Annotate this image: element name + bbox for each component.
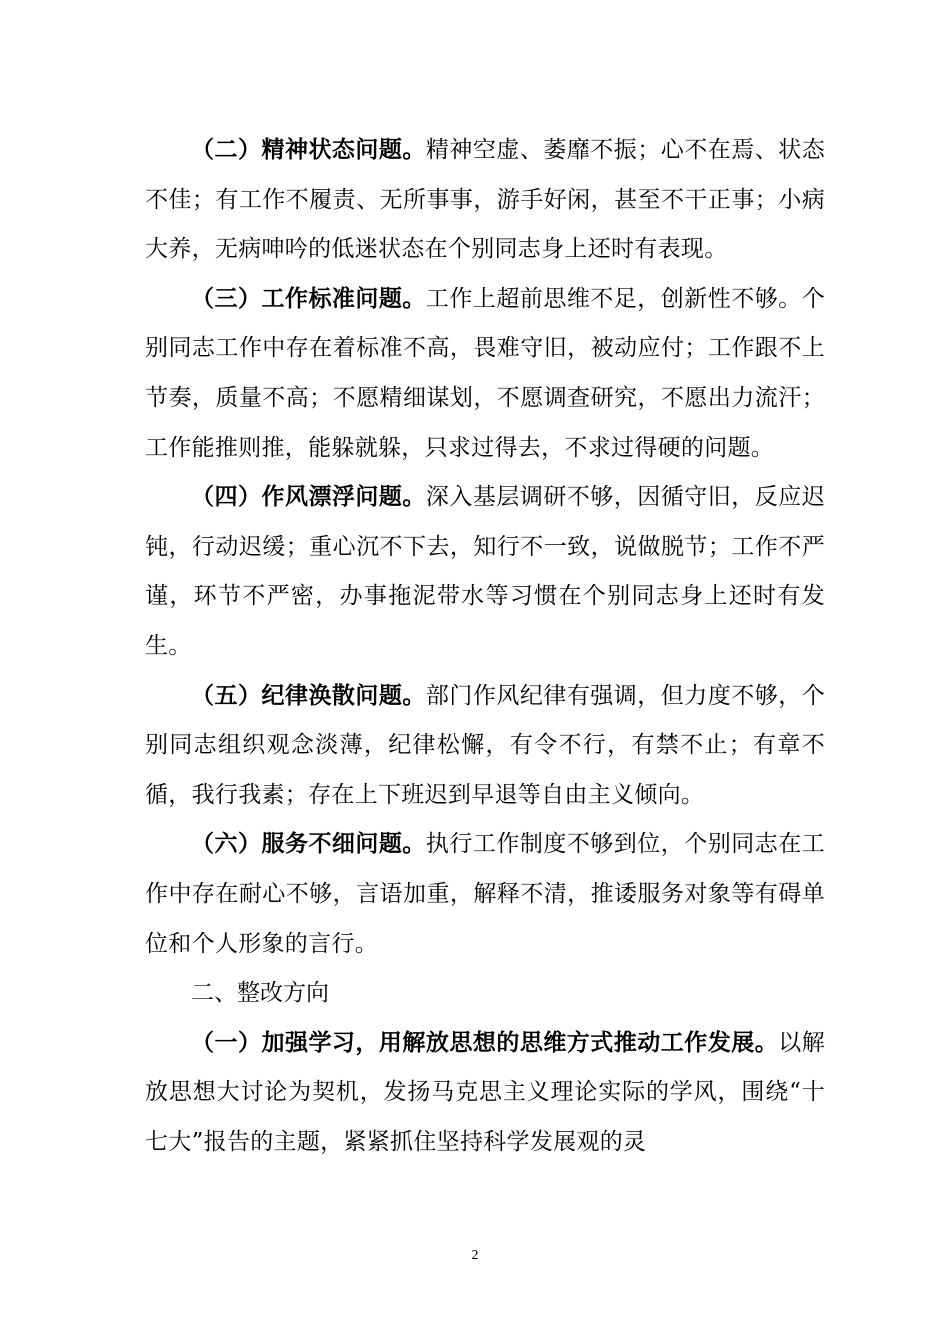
- page-number: 2: [471, 1248, 479, 1263]
- paragraph-text: 部门作风纪律有强调，但力度不够，个别同志组织观念淡薄，纪律松懈，有令不行，有禁不止；有章不循，我行我素；存在上下班迟到早退等自由主义倾向。: [145, 682, 826, 808]
- paragraph-text: 以解放思想大讨论为契机，发扬马克思主义理论实际的学风，围绕“十七大”报告的主题，紧紧抓住坚持科学发展观的灵: [145, 1029, 825, 1155]
- paragraph-study: [145, 1019, 825, 1168]
- paragraph-spirit-state: [145, 126, 825, 275]
- paragraph-lead: （六）服务不细问题。: [191, 831, 426, 858]
- paragraph-text: 深入基层调研不够，因循守旧，反应迟钝，行动迟缓；重心沉不下去，知行不一致，说做脱节；工作不严谨，环节不严密，办事拖泥带水等习惯在个别同志身上还时有发生。: [145, 484, 826, 659]
- paragraph-text: 工作上超前思维不足，创新性不够。个别同志工作中存在着标准不高，畏难守旧，被动应付；工作跟不上节奏，质量不高；不愿精细谋划，不愿调查研究，不愿出力流汗；工作能推则推，能躲就躲，只求过得去，不求过得硬的问题。: [145, 285, 826, 461]
- paragraph-work-standard: [145, 275, 825, 473]
- section-heading: 二、整改方向: [191, 980, 329, 1007]
- paragraph-lead: （四）作风漂浮问题。: [191, 484, 426, 511]
- document-body: [145, 126, 825, 1167]
- paragraph-text: 执行工作制度不够到位，个别同志在工作中存在耐心不够，言语加重，解释不清，推诿服务对象等有碍单位和个人形象的言行。: [145, 831, 826, 957]
- paragraph-work-style: [145, 473, 825, 671]
- paragraph-text: 精神空虚、萎靡不振；心不在焉、状态不佳；有工作不履责、无所事事，游手好闲，甚至不干正事；小病大养，无病呻吟的低迷状态在个别同志身上还时有表现。: [145, 137, 826, 263]
- paragraph-lead: （二）精神状态问题。: [191, 137, 426, 163]
- paragraph-discipline: [145, 672, 825, 821]
- paragraph-lead: （五）纪律涣散问题。: [191, 682, 426, 709]
- paragraph-lead: （三）工作标准问题。: [191, 285, 426, 312]
- paragraph-service: [145, 820, 825, 969]
- paragraph-lead: （一）加强学习，用解放思想的思维方式推动工作发展。: [191, 1029, 779, 1056]
